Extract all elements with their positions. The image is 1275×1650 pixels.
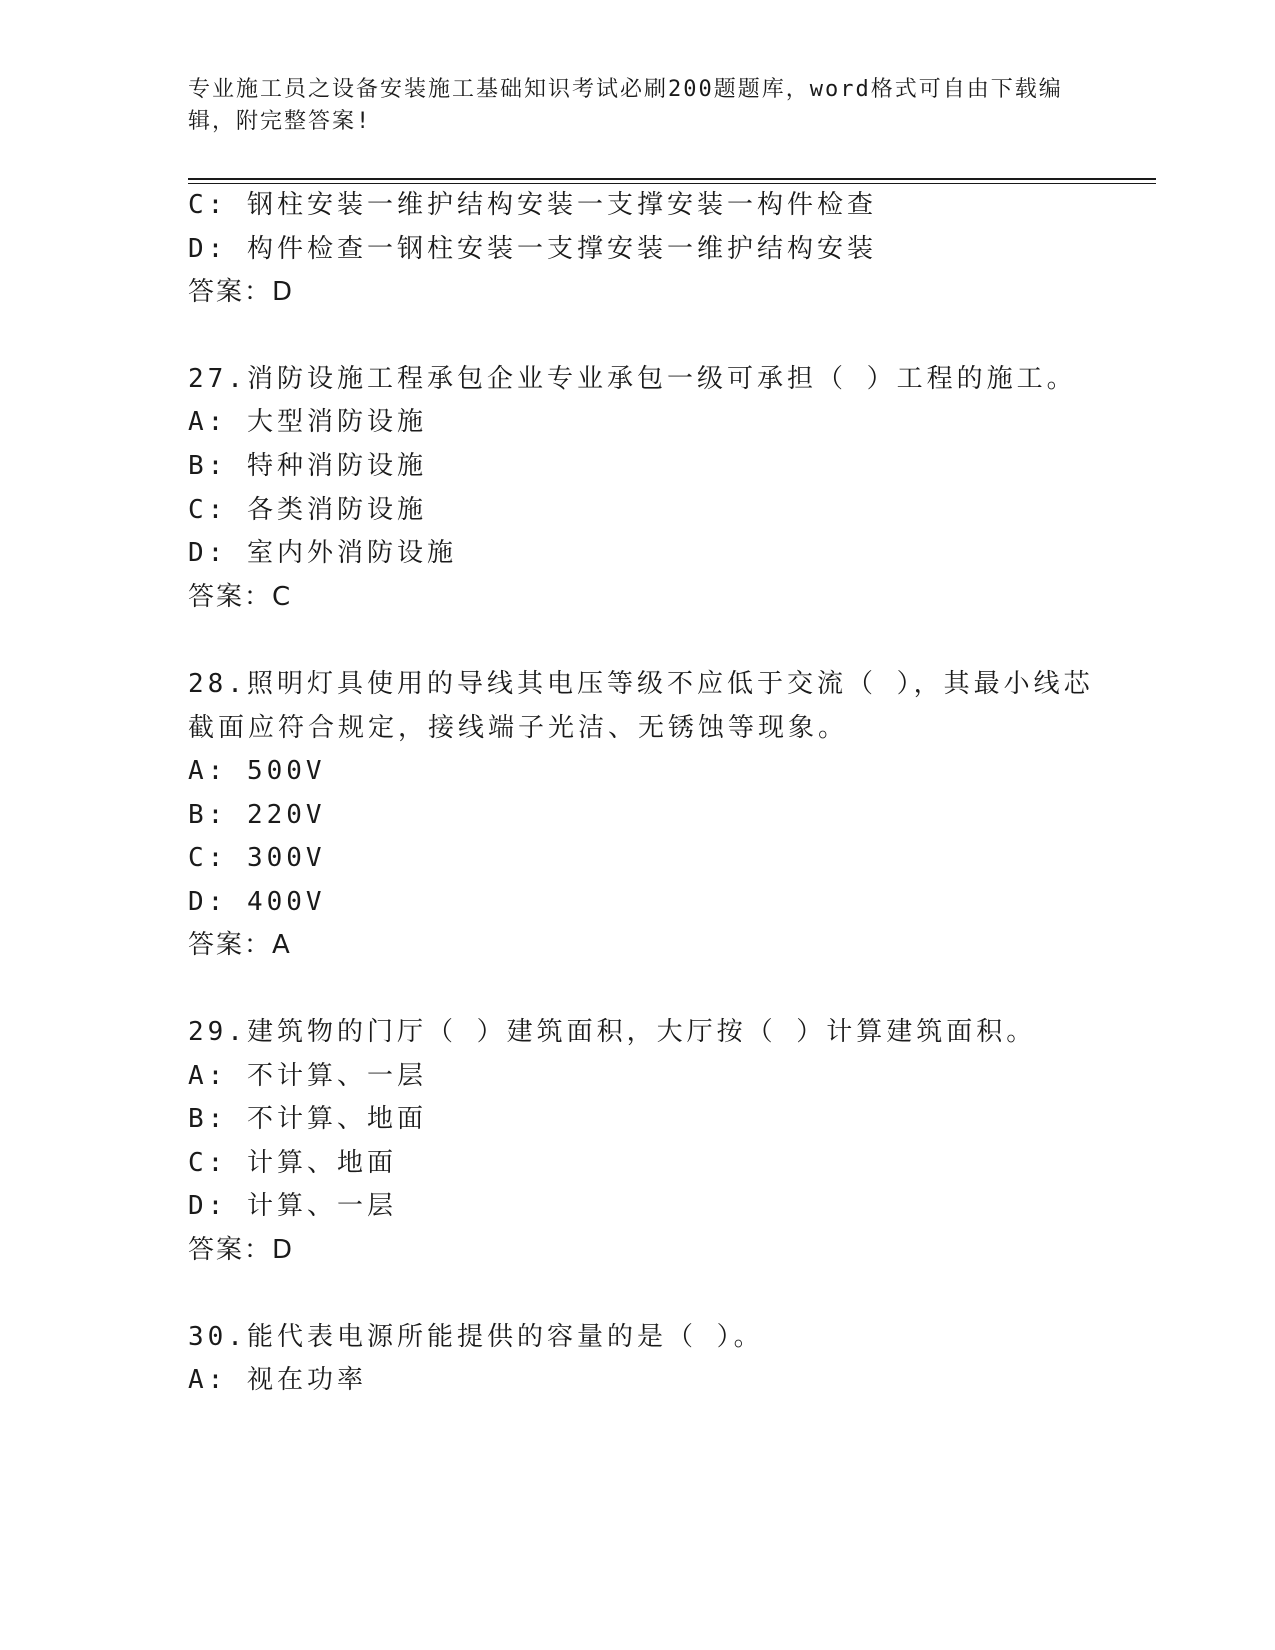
option-line: B: 特种消防设施 [188, 451, 427, 481]
header-divider-thin [188, 183, 1156, 184]
answer-line: 答案：C [188, 582, 293, 612]
option-line: B: 不计算、地面 [188, 1104, 427, 1134]
question-stem: 28.照明灯具使用的导线其电压等级不应低于交流（ ），其最小线芯 [188, 669, 1094, 699]
option-line: C: 300V [188, 843, 326, 873]
answer-line: 答案：A [188, 930, 292, 960]
option-line: A: 大型消防设施 [188, 407, 427, 437]
option-line: C: 钢柱安装一维护结构安装一支撑安装一构件检查 [188, 190, 877, 220]
answer-line: 答案：D [188, 277, 295, 307]
option-line: D: 构件检查一钢柱安装一支撑安装一维护结构安装 [188, 234, 877, 264]
document-header: 专业施工员之设备安装施工基础知识考试必刷200题题库，word格式可自由下载编辑，附完整答案! [188, 77, 1063, 134]
option-line: A: 视在功率 [188, 1365, 367, 1395]
option-line: D: 计算、一层 [188, 1191, 397, 1221]
option-line: A: 不计算、一层 [188, 1061, 427, 1091]
option-line: C: 各类消防设施 [188, 495, 427, 525]
option-line: A: 500V [188, 756, 326, 786]
question-stem: 27.消防设施工程承包企业专业承包一级可承担（ ）工程的施工。 [188, 364, 1077, 394]
option-line: B: 220V [188, 800, 326, 830]
question-stem: 29.建筑物的门厅（ ）建筑面积，大厅按（ ）计算建筑面积。 [188, 1017, 1037, 1047]
header-divider-thick [188, 178, 1156, 180]
answer-line: 答案：D [188, 1235, 295, 1265]
option-line: D: 400V [188, 887, 326, 917]
option-line: C: 计算、地面 [188, 1148, 397, 1178]
question-stem: 30.能代表电源所能提供的容量的是（ ）。 [188, 1322, 764, 1352]
question-stem: 截面应符合规定，接线端子光洁、无锈蚀等现象。 [188, 713, 849, 743]
option-line: D: 室内外消防设施 [188, 538, 457, 568]
